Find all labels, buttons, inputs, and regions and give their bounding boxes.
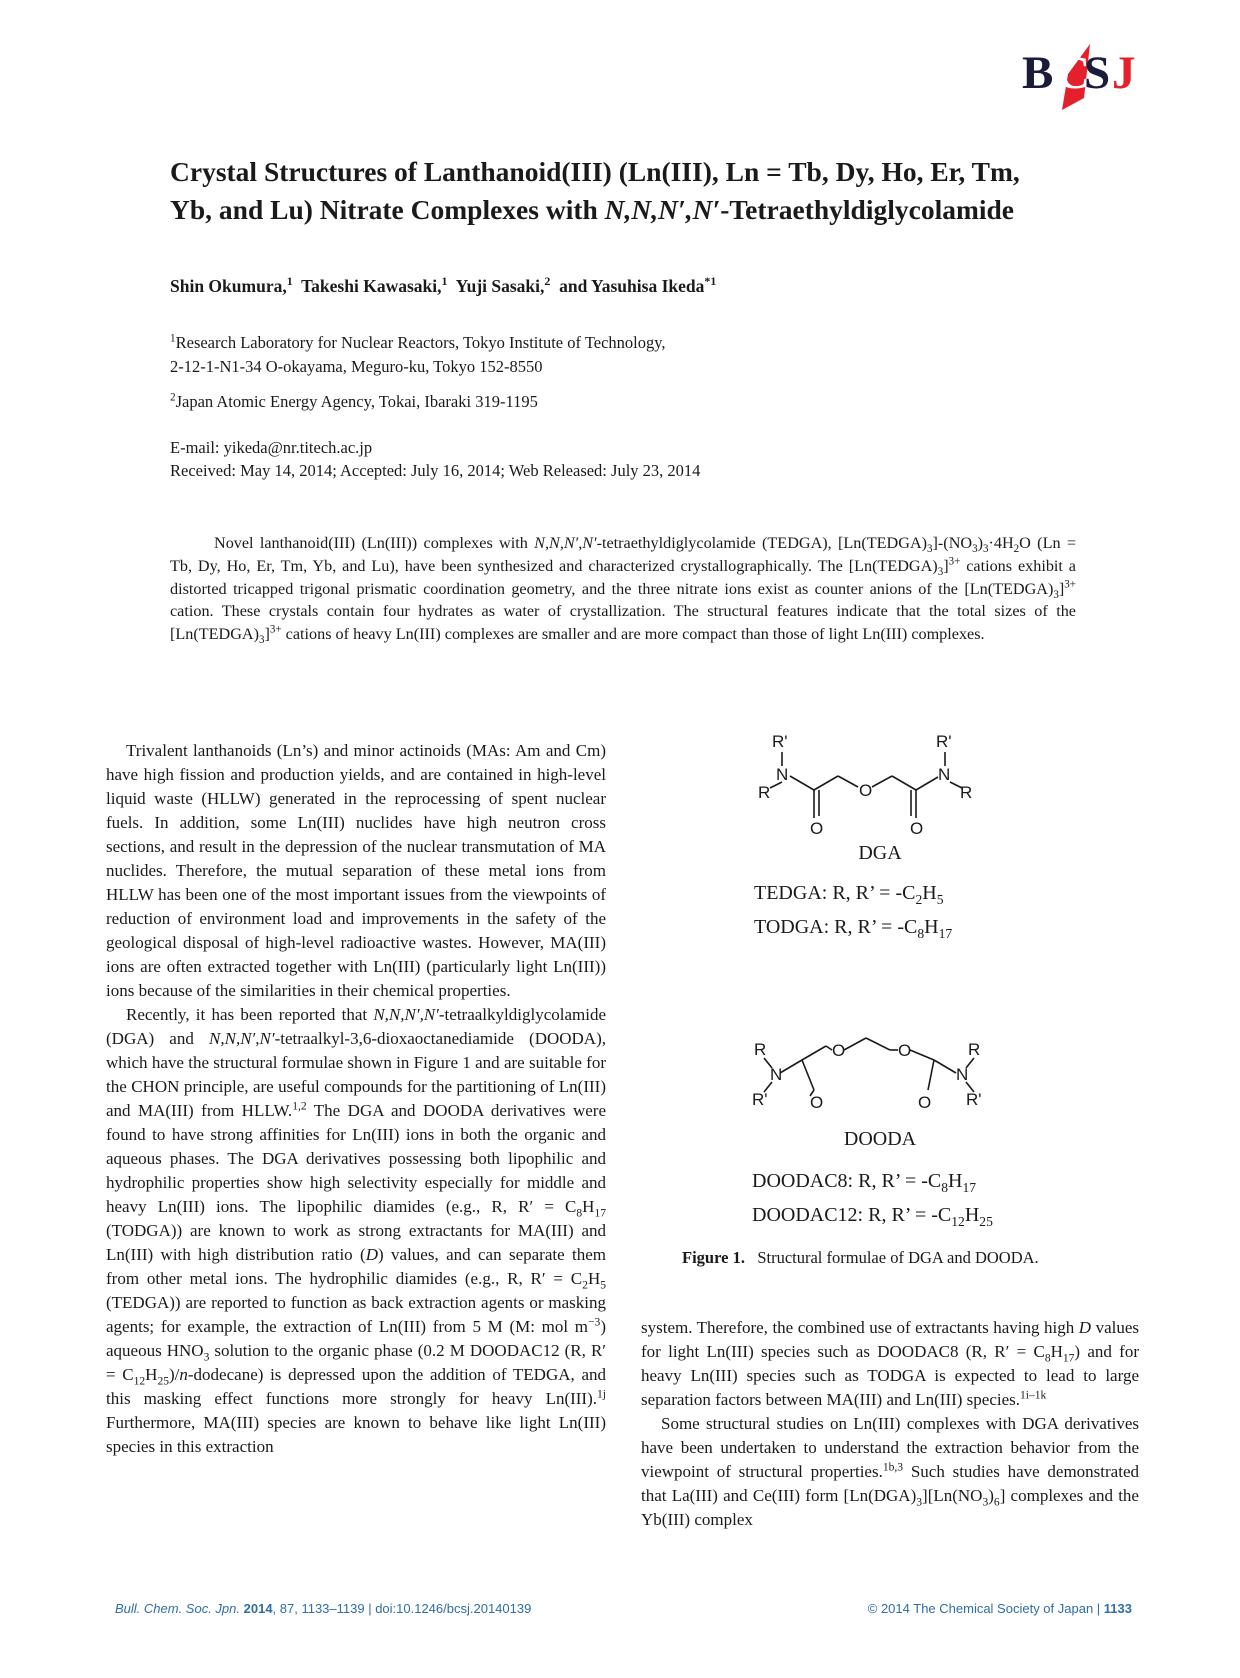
paragraph-2: Recently, it has been reported that N,N,N′,N′-tetraalkyldiglycolamide (DGA) and N,N,N′,N′-tetraalkyl-3,6-dioxaoctanediamide (DOODA), which have the structural formulae shown in Figure 1 and are suitable for the CHON principle, are useful compounds for the partitioning of Ln(III) and MA(III) from HLLW.$^{1,2}$ The DGA and DOODA derivatives were found to have strong affinities for Ln(III) ions in both the organic and aqueous phases. The DGA derivatives possessing both lipophilic and hydrophilic properties show high selectivity especially for middle and heavy Ln(III) ions. The lipophilic diamides (e.g., R, $R' = C_8H_{17}$ (TODGA)) are known to work as strong extractants for MA(III) and Ln(III) with high distribution ratio (D) values, and can separate them from other metal ions. The hydrophilic diamides (e.g., R, $R' = C_2H_5$ (TEDGA)) are reported to function as back extraction agents or masking agents; for example, the extraction of Ln(III) from 5 M (M: mol $m^{-3}$) aqueous $HNO_3$ solution to the organic phase (0.2 M DOODAC12 (R, $R' = C_{12}H_{25})/n-dodecane$) is depressed upon the addition of TEDGA, and this masking effect functions more strongly for heavy Ln(III).$^{1j}$ Furthermore, MA(III) species are known to behave like light Ln(III) species in this extraction bbox=[106, 1005, 606, 1456]
dga-rprime-left: R' bbox=[772, 732, 788, 751]
footer-citation bbox=[115, 1601, 531, 1616]
dga-o-right: O bbox=[910, 819, 924, 838]
bond-c6-c7 bbox=[928, 1060, 934, 1090]
dooda-o-carbonyl-right: O bbox=[918, 1093, 932, 1112]
dooda-o-carbonyl-left: O bbox=[810, 1093, 824, 1112]
bond-n1-c1 bbox=[780, 1060, 802, 1073]
dooda-o-ether-left: O bbox=[832, 1041, 846, 1060]
bond-n1-c1 bbox=[790, 776, 814, 790]
bond-c3-c4 bbox=[892, 776, 916, 790]
bond-o1-c4 bbox=[844, 1038, 866, 1050]
bond-o-c3 bbox=[872, 776, 892, 787]
paragraph-3: system. Therefore, the combined use of extractants having high D values for light Ln(III) species such as DOODAC8 (R, $R' = C_8H_{17}$) and for heavy Ln(III) species such as TODGA is expected to lead to large separation factors between MA(III) and Ln(III) species.$^{1i-1k}$ bbox=[641, 1318, 1140, 1409]
logo-letter-c: C bbox=[1056, 47, 1089, 99]
paragraph-4: Some structural studies on Ln(III) complexes with DGA derivatives have been undertaken to understand the extraction behavior from the viewpoint of structural properties.$^{1b,3}$ Such studies have demonstrated that La(III) and Ce(III) form $[Ln(DGA)_3][Ln(NO_3)_6]$ complexes and the Yb(III) complex bbox=[641, 1414, 1140, 1529]
dooda-rprime-right: R' bbox=[966, 1090, 982, 1109]
email-line: E-mail: yikeda@nr.titech.ac.jp bbox=[170, 438, 373, 457]
bond-c1-c3 bbox=[802, 1046, 826, 1060]
affiliation-2: $^2$Japan Atomic Energy Agency, Tokai, Ibaraki 319-1195 bbox=[170, 391, 538, 411]
dga-rprime-right: R' bbox=[936, 732, 952, 751]
bond-c1-c2 bbox=[802, 1060, 814, 1090]
dga-o-left: O bbox=[810, 819, 824, 838]
author-2: Takeshi Kawasaki, bbox=[301, 276, 442, 296]
dates-line: Received: May 14, 2014; Accepted: July 16, 2014; Web Released: July 23, 2014 bbox=[170, 461, 701, 480]
abstract: Novel lanthanoid(III) (Ln(III)) complexes with N,N,N′,N′-tetraethyldiglycolamide (TEDGA), $[Ln(TEDGA)_3]-(NO_3)_3\cdot 4H_2O$ (Ln = Tb, Dy, Ho, Er, Tm, Yb, and Lu), have been synthesized and characterized crystallographically. The $[Ln(TEDGA)_3]^{3+}$ cations exhibit a distorted tricapped trigonal prismatic coordination geometry, and the three nitrate ions exist as counter anions of the $[Ln(TEDGA)_3]^{3+}$ cation. These crystals contain four hydrates as water of crystallization. The structural features indicate that the total sizes of the $[Ln(TEDGA)_3]^{3+}$ cations of heavy Ln(III) complexes are smaller and are more compact than those of light Ln(III) complexes. bbox=[170, 534, 1077, 647]
logo-letter-j: J bbox=[1112, 47, 1135, 99]
caption-label: Figure 1. bbox=[682, 1248, 745, 1267]
bond-c4-c5 bbox=[866, 1038, 890, 1050]
footer-journal: Bull. Chem. Soc. Jpn. bbox=[115, 1601, 240, 1616]
affiliation-1: $^1$Research Laboratory for Nuclear Reactors, Tokyo Institute of Technology, 2-12-1-N1-34 O-okayama, Meguro-ku, Tokyo 152-8550 bbox=[170, 332, 666, 376]
body-right-column bbox=[641, 1316, 1139, 1532]
dooda-r-right: R bbox=[968, 1040, 981, 1059]
dooda-n-left: N bbox=[770, 1065, 783, 1084]
title-line-2: Yb, and Lu) Nitrate Complexes with N,N,N′,N′-Tetraethyldiglycolamide bbox=[170, 194, 1015, 225]
dooda-rprime-left: R' bbox=[752, 1090, 768, 1109]
body-left-column bbox=[106, 739, 606, 1459]
dooda-r-left: R bbox=[754, 1040, 767, 1059]
bcsj-logo bbox=[1020, 42, 1140, 112]
doodac12-formula: DOODAC12: R, R’ = $-C_{12}H_{25}$ bbox=[752, 1204, 993, 1229]
caption-text: Structural formulae of DGA and DOODA. bbox=[757, 1248, 1039, 1267]
figure-caption bbox=[682, 1248, 1039, 1268]
bond-c6-n2 bbox=[934, 1060, 956, 1073]
logo-letter-b: B bbox=[1022, 47, 1053, 99]
article-title bbox=[170, 153, 1130, 229]
logo-letter-s: S bbox=[1084, 47, 1110, 99]
dga-o-ether: O bbox=[859, 781, 873, 800]
dooda-label: DOODA bbox=[843, 1128, 917, 1150]
bond-c2-o bbox=[838, 776, 858, 787]
bond-c4-n2 bbox=[916, 777, 938, 790]
bond-o2-c6 bbox=[910, 1050, 934, 1060]
footer-copyright: © 2014 The Chemical Society of Japan | 1133 bbox=[867, 1601, 1132, 1616]
dga-n-left: N bbox=[776, 765, 789, 784]
paragraph-1: Trivalent lanthanoids (Ln’s) and minor actinoids (MAs: Am and Cm) have high fission and production yields, and are contained in high-level liquid waste (HLLW) generated in the reprocessing of spent nuclear fuels. In addition, some Ln(III) nuclides have high neutron cross sections, and result in the depression of the nuclear transmutation of MA nuclides. Therefore, the mutual separation of these metal ions from HLLW has been one of the most important issues from the viewpoints of reduction of environment load and improvements in the safety of the geological disposal of high-level radioactive wastes. However, MA(III) ions are often extracted together with Ln(III) (particularly light Ln(III)) ions because of the similarities in their chemical properties. bbox=[106, 741, 606, 1000]
author-3: Yuji Sasaki, bbox=[455, 276, 545, 296]
footer-year: 2014 bbox=[243, 1601, 273, 1616]
dooda-n-right: N bbox=[956, 1065, 969, 1084]
dooda-structure-diagram bbox=[752, 1030, 1002, 1130]
dga-structure-diagram bbox=[758, 730, 1010, 838]
doodac8-formula: DOODAC8: R, R’ = $-C_8H_{17}$ bbox=[752, 1170, 977, 1195]
author-list: Shin Okumura,$^1$ Takeshi Kawasaki,$^1$ Yuji Sasaki,$^2$ and Yasuhisa Ikeda$^{*1}$ bbox=[170, 274, 717, 296]
page-number: 1133 bbox=[1103, 1601, 1132, 1616]
author-4: and Yasuhisa Ikeda bbox=[559, 276, 705, 296]
dga-label: DGA bbox=[858, 842, 902, 864]
author-1: Shin Okumura, bbox=[170, 276, 287, 296]
dga-n-right: N bbox=[938, 765, 951, 784]
todga-formula: TODGA: R, R’ = $-C_8H_{17}$ bbox=[754, 916, 953, 941]
dga-r-left: R bbox=[758, 783, 771, 802]
dga-r-right: R bbox=[960, 783, 973, 802]
dooda-o-ether-right: O bbox=[898, 1041, 912, 1060]
footer-doi: , 87, 1133–1139 | doi:10.1246/bcsj.20140139 bbox=[272, 1601, 532, 1616]
tedga-formula: TEDGA: R, R’ = $-C_2H_5$ bbox=[754, 882, 944, 907]
title-line-1: Crystal Structures of Lanthanoid(III) (Ln(III), Ln = Tb, Dy, Ho, Er, Tm, bbox=[170, 156, 1020, 187]
bond-c1-c2 bbox=[814, 776, 838, 790]
